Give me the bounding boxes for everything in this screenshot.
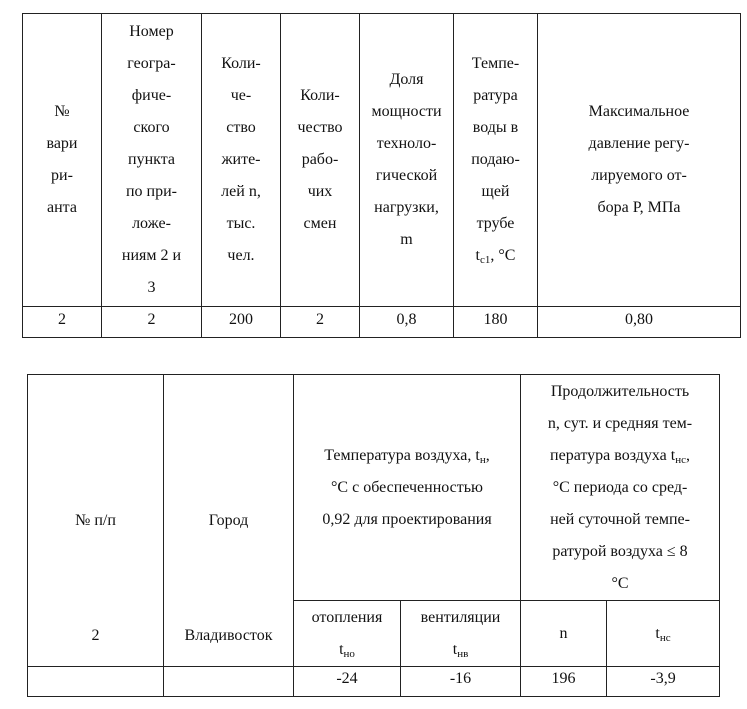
period-label-b: , °С периода со сред- ней суточной темпе- ратурой воздуха ≤ 8 °С: [550, 446, 690, 592]
header-geo-point: Номер геогра- фиче- ского пункта по при- ложе- ниям 2 и 3: [102, 14, 202, 307]
table-row: [28, 667, 720, 697]
header-water-temp-text: Темпе- ратура воды в подаю- щей трубе: [471, 55, 520, 232]
header-city: Город: [164, 375, 294, 667]
air-temp-rest: , °С с обеспеченностью 0,92 для проектирования: [322, 446, 492, 528]
table-row: [23, 307, 741, 338]
heating-symbol: t: [339, 640, 344, 658]
header-water-temp: [454, 14, 538, 307]
row-city-text: Владивосток: [184, 626, 273, 644]
temp-subscript: с1: [479, 254, 491, 266]
header-variant: № вари ри- анта: [23, 14, 102, 307]
header-num: № п/п: [28, 375, 164, 667]
subheader-ventilation: [401, 601, 521, 667]
header-population: Коли- че- ство жите- лей n, тыс. чел.: [202, 14, 281, 307]
subheader-heating: [294, 601, 401, 667]
subheader-n: n: [521, 601, 607, 667]
cell-water-temp: 180: [454, 307, 538, 338]
period-subscript: нс: [675, 453, 686, 466]
cell-max-pressure: 0,80: [538, 307, 741, 338]
cell-load-share: 0,8: [360, 307, 454, 338]
temp-symbol: t: [475, 247, 480, 264]
period-label-a: Продолжительность n, сут. и средняя тем- пература воздуха t: [547, 382, 693, 464]
parameters-table: [22, 13, 741, 338]
cell-city: [164, 621, 294, 651]
table-header-row: [23, 14, 741, 307]
ventilation-symbol: t: [452, 640, 458, 658]
cell-num: [28, 621, 164, 651]
tns-subscript: нс: [659, 631, 671, 644]
header-air-temp: [294, 375, 521, 601]
cell-n: 196: [521, 667, 607, 697]
header-period: [521, 375, 720, 601]
cell-variant: 2: [23, 307, 102, 338]
air-temp-label: Температура воздуха, t: [324, 446, 480, 464]
heating-label: отопления: [311, 608, 383, 626]
header-shifts: Коли- чество рабо- чих смен: [281, 14, 360, 307]
cell-population: 200: [202, 307, 281, 338]
cell-ventilation: -16: [401, 667, 521, 697]
tns-symbol: t: [655, 624, 660, 642]
table-header-row: [28, 375, 720, 601]
subheader-tns: [607, 601, 720, 667]
header-load-share: Доля мощности техноло- гической нагрузки, m: [360, 14, 454, 307]
header-max-pressure: Максимальное давление регу- лируемого от- бора Р, МПа: [538, 14, 741, 307]
cell-heating: -24: [294, 667, 401, 697]
row-num-text: 2: [91, 626, 100, 644]
heating-subscript: но: [343, 647, 355, 660]
temp-unit: , °С: [490, 247, 516, 264]
climate-table: [27, 374, 720, 697]
air-temp-subscript: н: [479, 453, 486, 466]
ventilation-subscript: нв: [457, 647, 469, 660]
ventilation-label: вентиляции: [420, 608, 501, 626]
cell-geo-point: 2: [102, 307, 202, 338]
cell-shifts: 2: [281, 307, 360, 338]
cell-tns: -3,9: [607, 667, 720, 697]
